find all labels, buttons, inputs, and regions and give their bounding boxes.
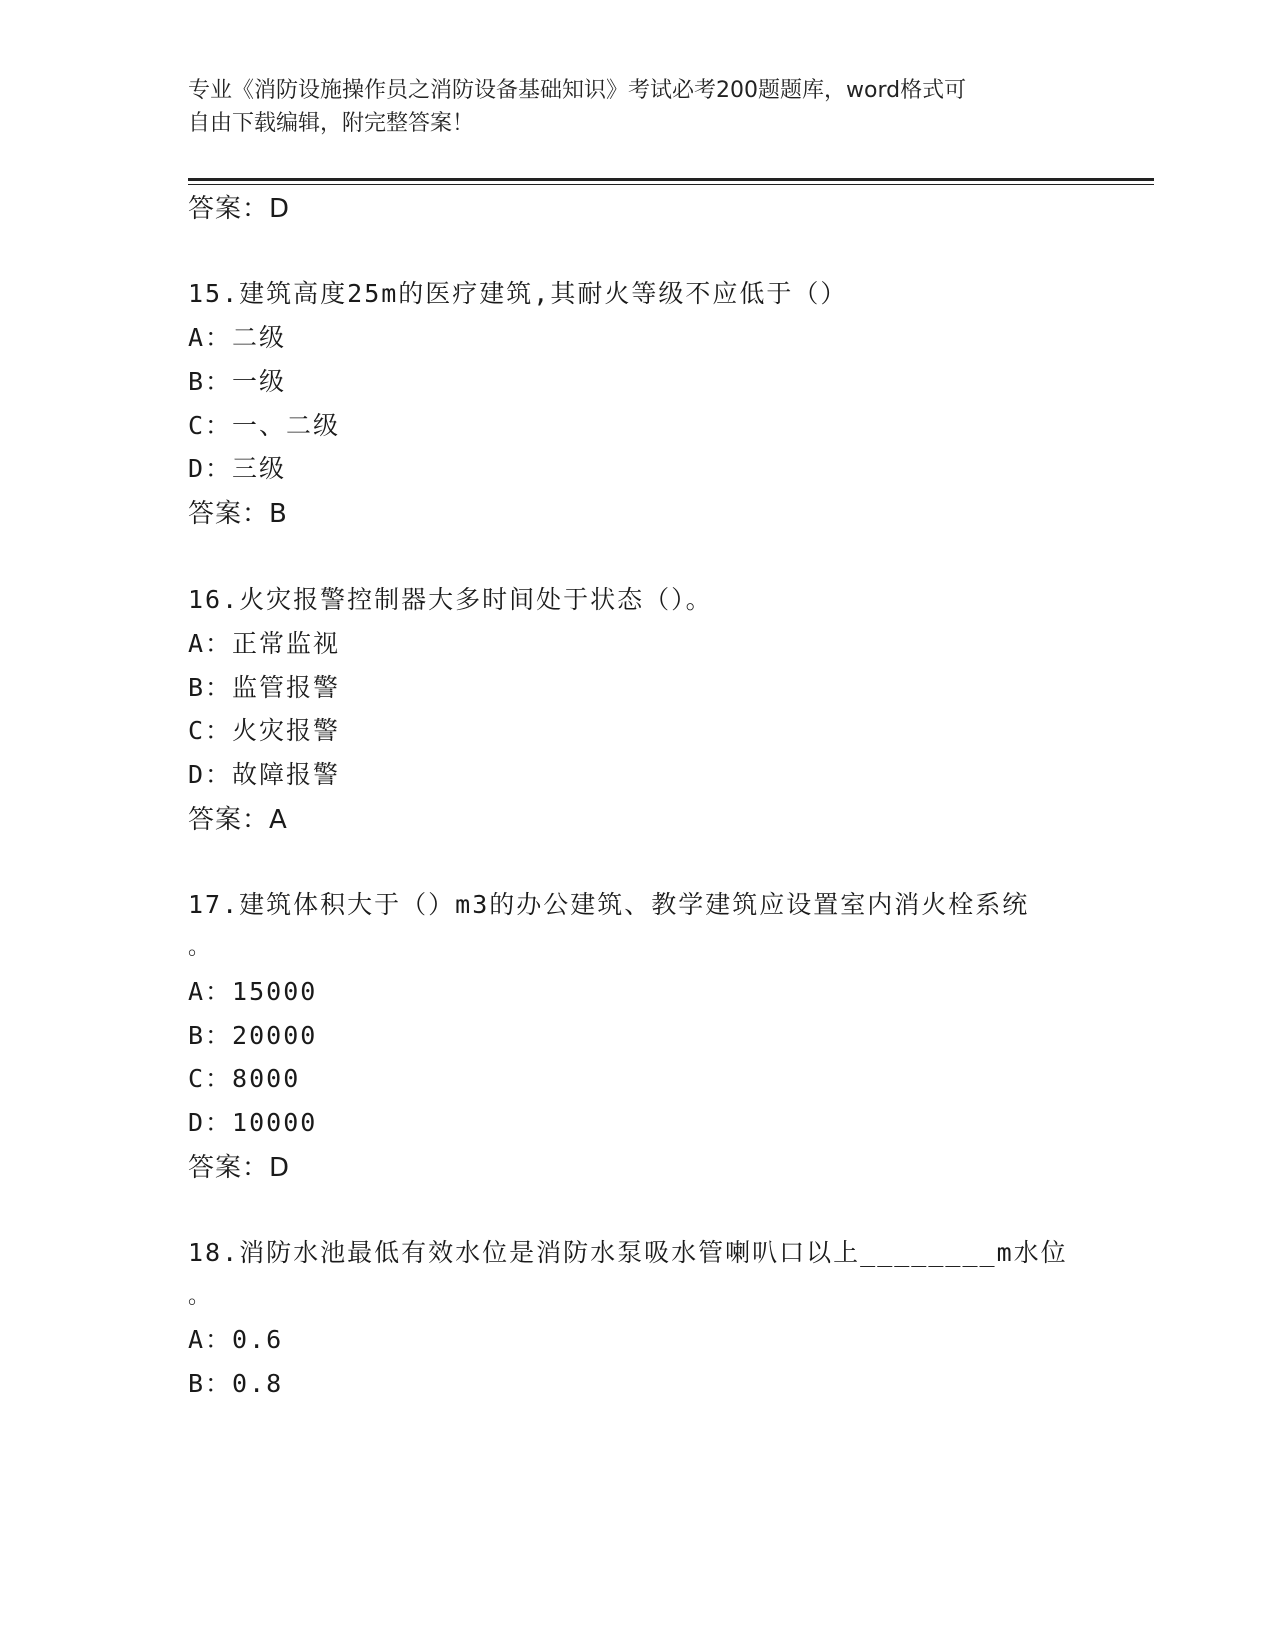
question-17-option-a: A：15000 bbox=[188, 977, 318, 1006]
header-divider-thin bbox=[188, 184, 1154, 185]
header-divider-thick bbox=[188, 178, 1154, 181]
header-line-2: 自由下载编辑，附完整答案！ bbox=[188, 111, 475, 136]
question-17-option-d: D：10000 bbox=[188, 1108, 318, 1137]
question-18-option-a: A：0.6 bbox=[188, 1325, 284, 1354]
question-15-option-a: A：二级 bbox=[188, 323, 287, 352]
header-line-1: 专业《消防设施操作员之消防设备基础知识》考试必考200题题库，word格式可 bbox=[188, 78, 967, 103]
question-16-option-a: A：正常监视 bbox=[188, 629, 341, 658]
question-17-stem-continuation: 。 bbox=[188, 935, 213, 960]
question-16-option-c: C：火灾报警 bbox=[188, 716, 341, 745]
question-15-option-d: D：三级 bbox=[188, 454, 287, 483]
question-17-option-b: B：20000 bbox=[188, 1021, 318, 1050]
question-15-answer: 答案：B bbox=[188, 499, 288, 529]
question-16-option-d: D：故障报警 bbox=[188, 760, 341, 789]
question-17-option-c: C：8000 bbox=[188, 1064, 301, 1093]
question-18-stem-continuation: 。 bbox=[188, 1284, 213, 1309]
question-17-stem: 17.建筑体积大于（）m3的办公建筑、教学建筑应设置室内消火栓系统 bbox=[188, 890, 1030, 919]
question-16-stem: 16.火灾报警控制器大多时间处于状态（）。 bbox=[188, 585, 713, 614]
previous-answer: 答案：D bbox=[188, 194, 291, 224]
question-16-option-b: B：监管报警 bbox=[188, 673, 341, 702]
question-18-stem: 18.消防水池最低有效水位是消防水泵吸水管喇叭口以上________m水位 bbox=[188, 1238, 1068, 1267]
document-header bbox=[188, 74, 1068, 140]
question-15-option-b: B：一级 bbox=[188, 367, 287, 396]
question-18-option-b: B：0.8 bbox=[188, 1369, 284, 1398]
question-15-option-c: C：一、二级 bbox=[188, 411, 341, 440]
question-17-answer: 答案：D bbox=[188, 1153, 291, 1183]
question-15-stem: 15.建筑高度25m的医疗建筑,其耐火等级不应低于（） bbox=[188, 279, 848, 308]
question-16-answer: 答案：A bbox=[188, 805, 288, 835]
